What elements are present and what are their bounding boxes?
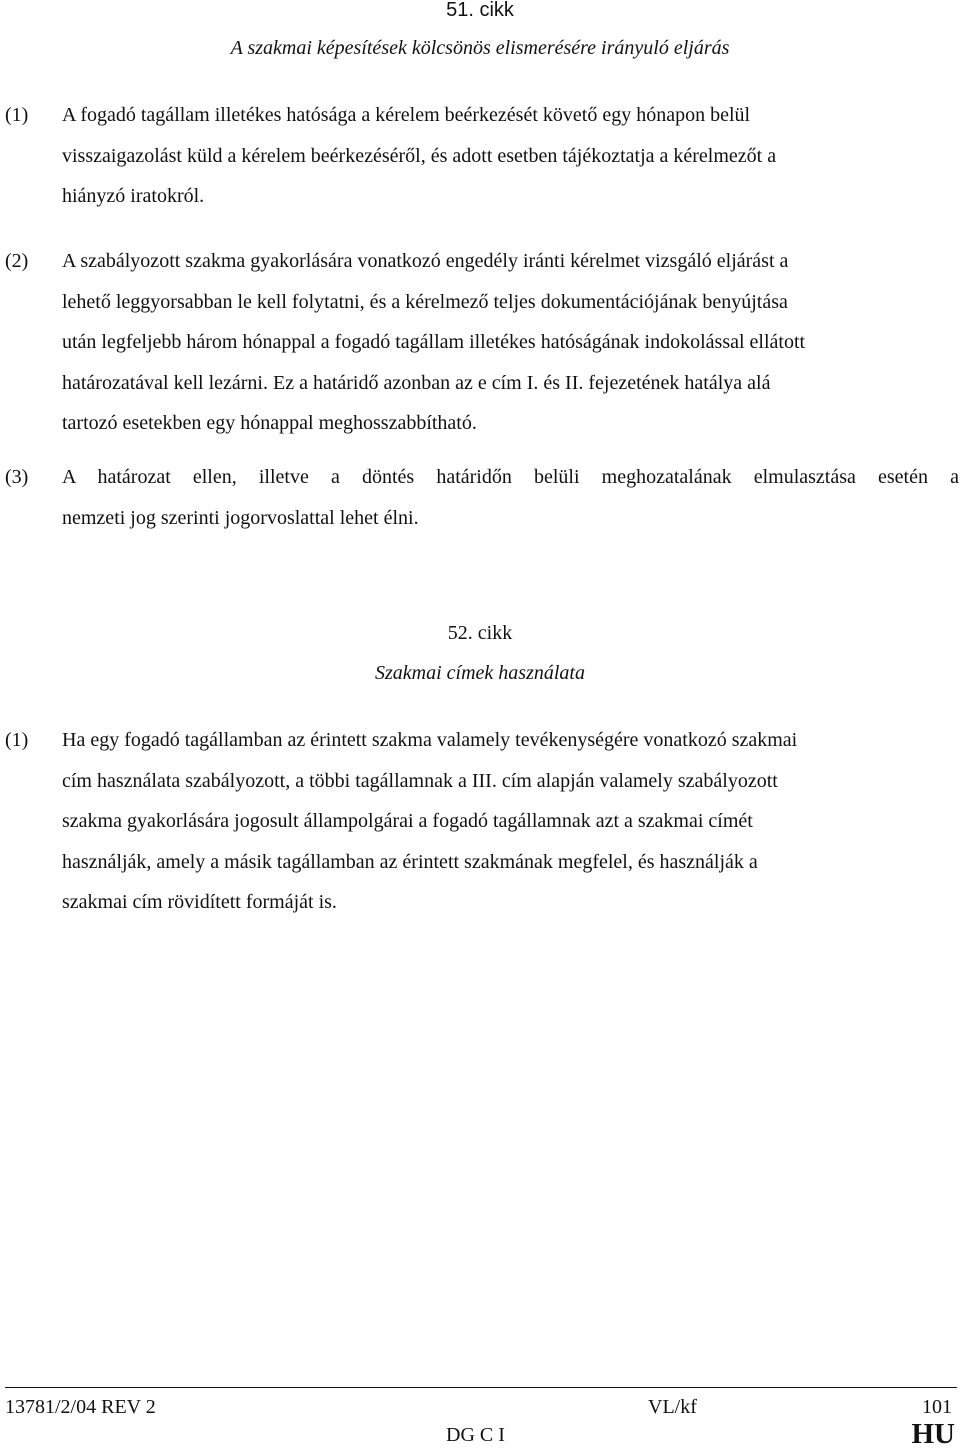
paragraph-number: (2) [5, 250, 29, 272]
footer-initials: VL/kf [648, 1396, 697, 1418]
article-51-number: 51. cikk [446, 0, 514, 21]
article-52-number: 52. cikk [447, 622, 513, 644]
paragraph-number: (1) [5, 729, 29, 751]
text-line: A szabályozott szakma gyakorlására vonatkozó engedély iránti kérelmet vizsgáló eljárást a [62, 250, 789, 272]
text-line: lehető leggyorsabban le kell folytatni, és a kérelmező teljes dokumentációjának benyújtása [62, 290, 788, 313]
text-line: használják, amely a másik tagállamban az érintett szakmának megfelel, és használják a [62, 850, 758, 873]
text-line: visszaigazolást küld a kérelem beérkezéséről, és adott esetben tájékoztatja a kérelmezőt a [62, 144, 777, 167]
paragraph-number: (3) [5, 466, 29, 488]
text-line: után legfeljebb három hónappal a fogadó tagállam illetékes hatóságának indokolással ellátott [62, 331, 806, 353]
text-line: hiányzó iratokról. [62, 185, 205, 207]
paragraph-text [62, 95, 959, 217]
footer-divider [5, 1387, 957, 1388]
text-line: A fogadó tagállam illetékes hatósága a kérelem beérkezését követő egy hónapon belül [62, 104, 751, 126]
paragraph-text [62, 457, 959, 538]
footer-language-code: HU [911, 1418, 955, 1450]
paragraph-number: (1) [5, 104, 29, 126]
article-51-title: A szakmai képesítések kölcsönös elismerésére irányuló eljárás [230, 37, 730, 59]
article-52-title: Szakmai címek használata [375, 662, 585, 684]
text-line: tartozó esetekben egy hónappal meghosszabbítható. [62, 412, 477, 434]
text-line: A határozat ellen, illetve a döntés határidőn belüli meghozatalának elmulasztása esetén a [62, 466, 959, 488]
footer-document-reference: 13781/2/04 REV 2 [5, 1396, 156, 1418]
text-line: szakma gyakorlására jogosult állampolgárai a fogadó tagállamnak azt a szakmai címét [62, 810, 753, 832]
paragraph-text [62, 720, 959, 923]
text-line: Ha egy fogadó tagállamban az érintett szakma valamely tevékenységére vonatkozó szakmai [62, 729, 798, 751]
text-line: cím használata szabályozott, a többi tagállamnak a III. cím alapján valamely szabályozott [62, 769, 778, 792]
text-line: nemzeti jog szerinti jogorvoslattal lehet élni. [62, 506, 419, 529]
text-line: szakmai cím rövidített formáját is. [62, 891, 337, 913]
text-line: határozatával kell lezárni. Ez a határidő azonban az e cím I. és II. fejezetének hatálya alá [62, 371, 771, 394]
paragraph-text [62, 241, 959, 444]
footer-directorate: DG C I [446, 1424, 505, 1446]
footer-page-number: 101 [922, 1396, 952, 1418]
